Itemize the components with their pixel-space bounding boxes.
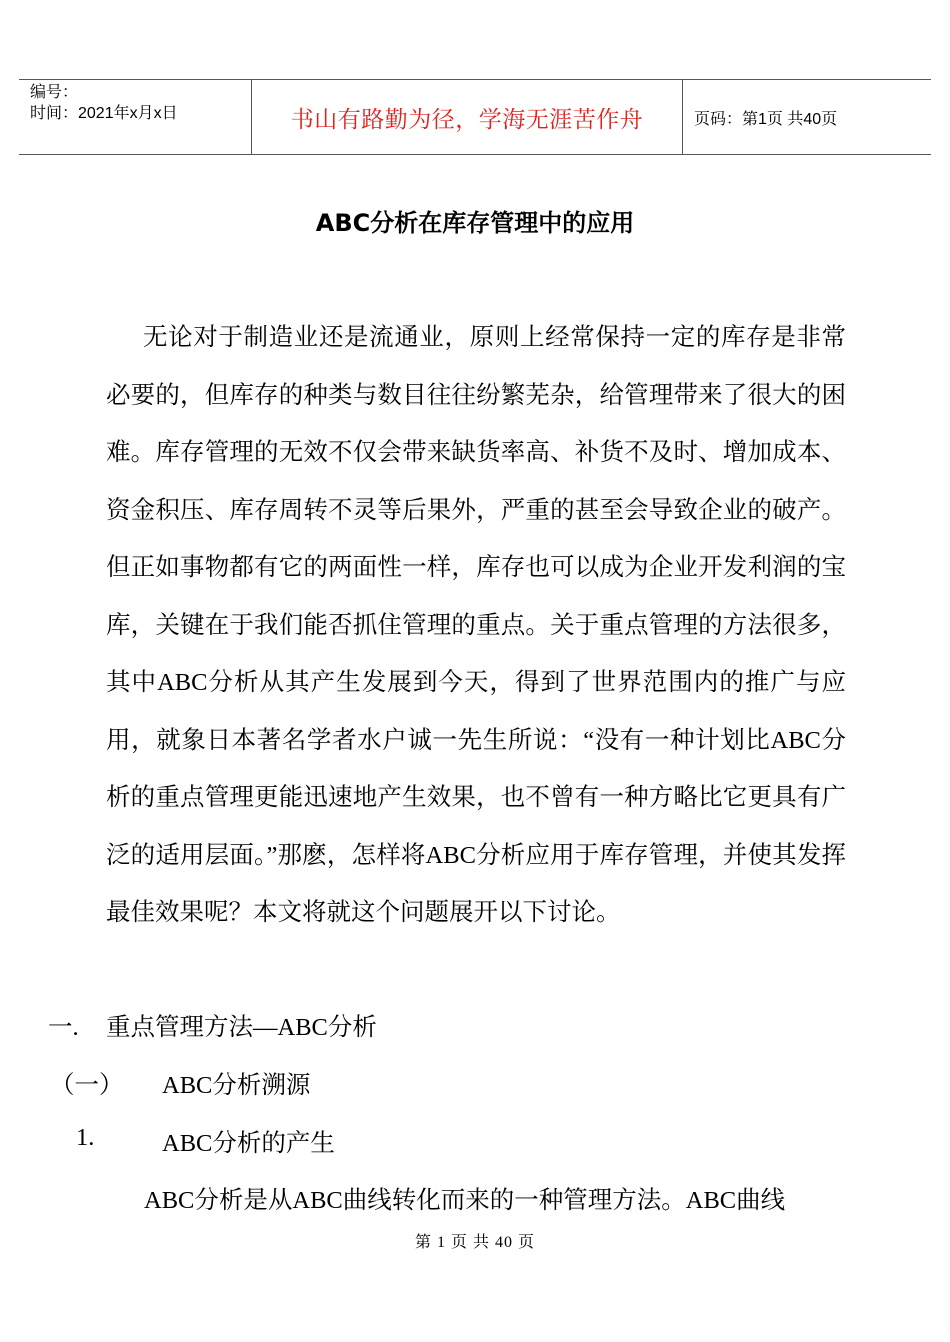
section-1-number: 一. bbox=[48, 1014, 79, 1041]
header-page-info: 页码：第1页 共40页 bbox=[694, 110, 838, 128]
header-motto: 书山有路勤为径，学海无涯苦作舟 bbox=[252, 80, 683, 154]
section-3-heading: ABC分析的产生 bbox=[162, 1130, 335, 1157]
number-label: 编号： bbox=[30, 84, 79, 101]
section-1-heading: 重点管理方法—ABC分析 bbox=[106, 1014, 377, 1041]
document-title: ABC分析在库存管理中的应用 bbox=[315, 209, 635, 237]
header-meta bbox=[19, 80, 252, 154]
body-last-line: ABC分析是从ABC曲线转化而来的一种管理方法。ABC曲线 bbox=[144, 1187, 786, 1214]
time-label: 时间：2021年x月x日 bbox=[30, 105, 178, 122]
page-footer: 第 1 页 共 40 页 bbox=[414, 1234, 535, 1251]
header-table bbox=[19, 79, 931, 155]
section-2-heading: ABC分析溯源 bbox=[162, 1072, 311, 1099]
intro-paragraph: 无论对于制造业还是流通业，原则上经常保持一定的库存是非常必要的，但库存的种类与数目往往纷繁芜杂，给管理带来了很大的困难。库存管理的无效不仅会带来缺货率高、补货不及时、增加成本、资金积压、库存周转不灵等后果外，严重的甚至会导致企业的破产。但正如事物都有它的两面性一样，库存也可以成为企业开发利润的宝库，关键在于我们能否抓住管理的重点。关于重点管理的方法很多，其中ABC分析从其产生发展到今天，得到了世界范围内的推广与应用，就象日本著名学者水户诚一先生所说：“没有一种计划比ABC分析的重点管理更能迅速地产生效果，也不曾有一种方略比它更具有广泛的适用层面。”那麽，怎样将ABC分析应用于库存管理，并使其发挥最佳效果呢？本文将就这个问题展开以下讨论。 bbox=[106, 324, 846, 926]
section-2-number: （一） bbox=[50, 1072, 124, 1099]
section-3-number: 1. bbox=[76, 1124, 95, 1151]
